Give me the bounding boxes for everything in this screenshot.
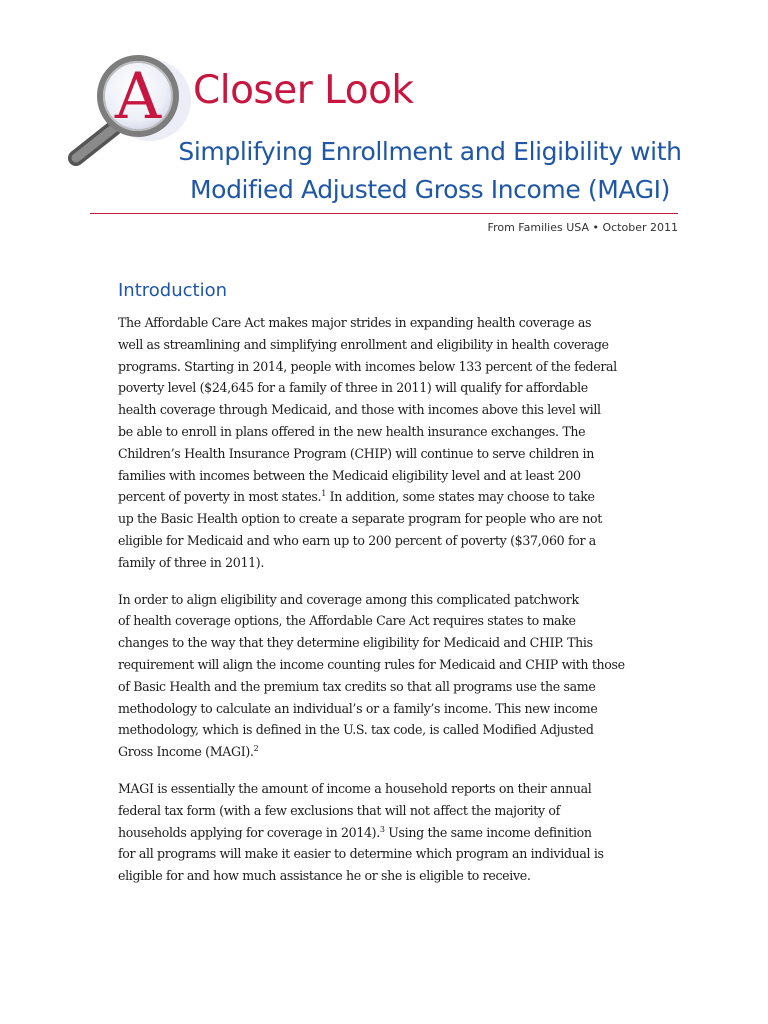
text-segment: Using the same income definition	[384, 824, 592, 840]
paragraph-1	[118, 312, 663, 574]
text-line: family of three in 2011).	[118, 554, 264, 570]
text-line: of health coverage options, the Affordable Care Act requires states to make	[118, 613, 576, 629]
text-segment: Gross Income (MAGI).	[118, 744, 254, 760]
text-line: The Affordable Care Act makes major strides in expanding health coverage as	[118, 315, 592, 330]
document-title	[160, 133, 700, 209]
body-text	[118, 312, 663, 902]
header-divider	[90, 213, 678, 214]
text-line	[118, 822, 663, 844]
text-line: families with incomes between the Medicaid eligibility level and at least 200	[118, 467, 581, 483]
text-line: of Basic Health and the premium tax credits so that all programs use the same	[118, 678, 596, 694]
source-line: From Families USA • October 2011	[487, 221, 678, 234]
paragraph-3	[118, 778, 663, 887]
text-line: health coverage through Medicaid, and those with incomes above this level will	[118, 402, 601, 418]
document-title-line-2: Modified Adjusted Gross Income (MAGI)	[190, 175, 670, 204]
section-heading: Introduction	[118, 280, 228, 301]
text-line: Children’s Health Insurance Program (CHIP) will continue to serve children in	[118, 445, 594, 461]
series-title: Closer Look	[193, 68, 414, 113]
text-line: requirement will align the income counting rules for Medicaid and CHIP with those	[118, 656, 625, 672]
text-line: federal tax form (with a few exclusions that will not affect the majority of	[118, 802, 560, 818]
footnote-ref-1[interactable]: 1	[321, 489, 326, 499]
text-segment: percent of poverty in most states.	[118, 489, 322, 505]
text-segment: households applying for coverage in 2014).	[118, 824, 380, 840]
text-line: for all programs will make it easier to determine which program an individual is	[118, 846, 604, 862]
text-line: up the Basic Health option to create a separate program for people who are not	[118, 511, 602, 527]
text-line: poverty level ($24,645 for a family of three in 2011) will qualify for affordable	[118, 380, 588, 396]
text-line: well as streamlining and simplifying enrollment and eligibility in health coverage	[118, 336, 609, 352]
document-title-line-1: Simplifying Enrollment and Eligibility with	[178, 137, 682, 166]
logo-letter: A	[114, 60, 162, 134]
text-line: methodology to calculate an individual’s or a family’s income. This new income	[118, 700, 598, 716]
text-line: methodology, which is defined in the U.S. tax code, is called Modified Adjusted	[118, 722, 594, 738]
text-line: be able to enroll in plans offered in the new health insurance exchanges. The	[118, 423, 586, 439]
text-line	[118, 741, 663, 763]
footnote-ref-2[interactable]: 2	[253, 743, 259, 753]
text-line: programs. Starting in 2014, people with incomes below 133 percent of the federal	[118, 358, 617, 374]
text-line: eligible for and how much assistance he or she is eligible to receive.	[118, 868, 531, 884]
text-line: MAGI is essentially the amount of income a household reports on their annual	[118, 780, 592, 796]
text-line	[118, 486, 663, 508]
text-line: changes to the way that they determine eligibility for Medicaid and CHIP. This	[118, 635, 593, 651]
text-segment: In addition, some states may choose to take	[325, 489, 595, 505]
text-line: eligible for Medicaid and who earn up to 200 percent of poverty ($37,060 for a	[118, 532, 596, 548]
text-line: In order to align eligibility and coverage among this complicated patchwork	[118, 591, 579, 607]
paragraph-2	[118, 589, 663, 763]
footnote-ref-3[interactable]: 3	[379, 824, 385, 834]
